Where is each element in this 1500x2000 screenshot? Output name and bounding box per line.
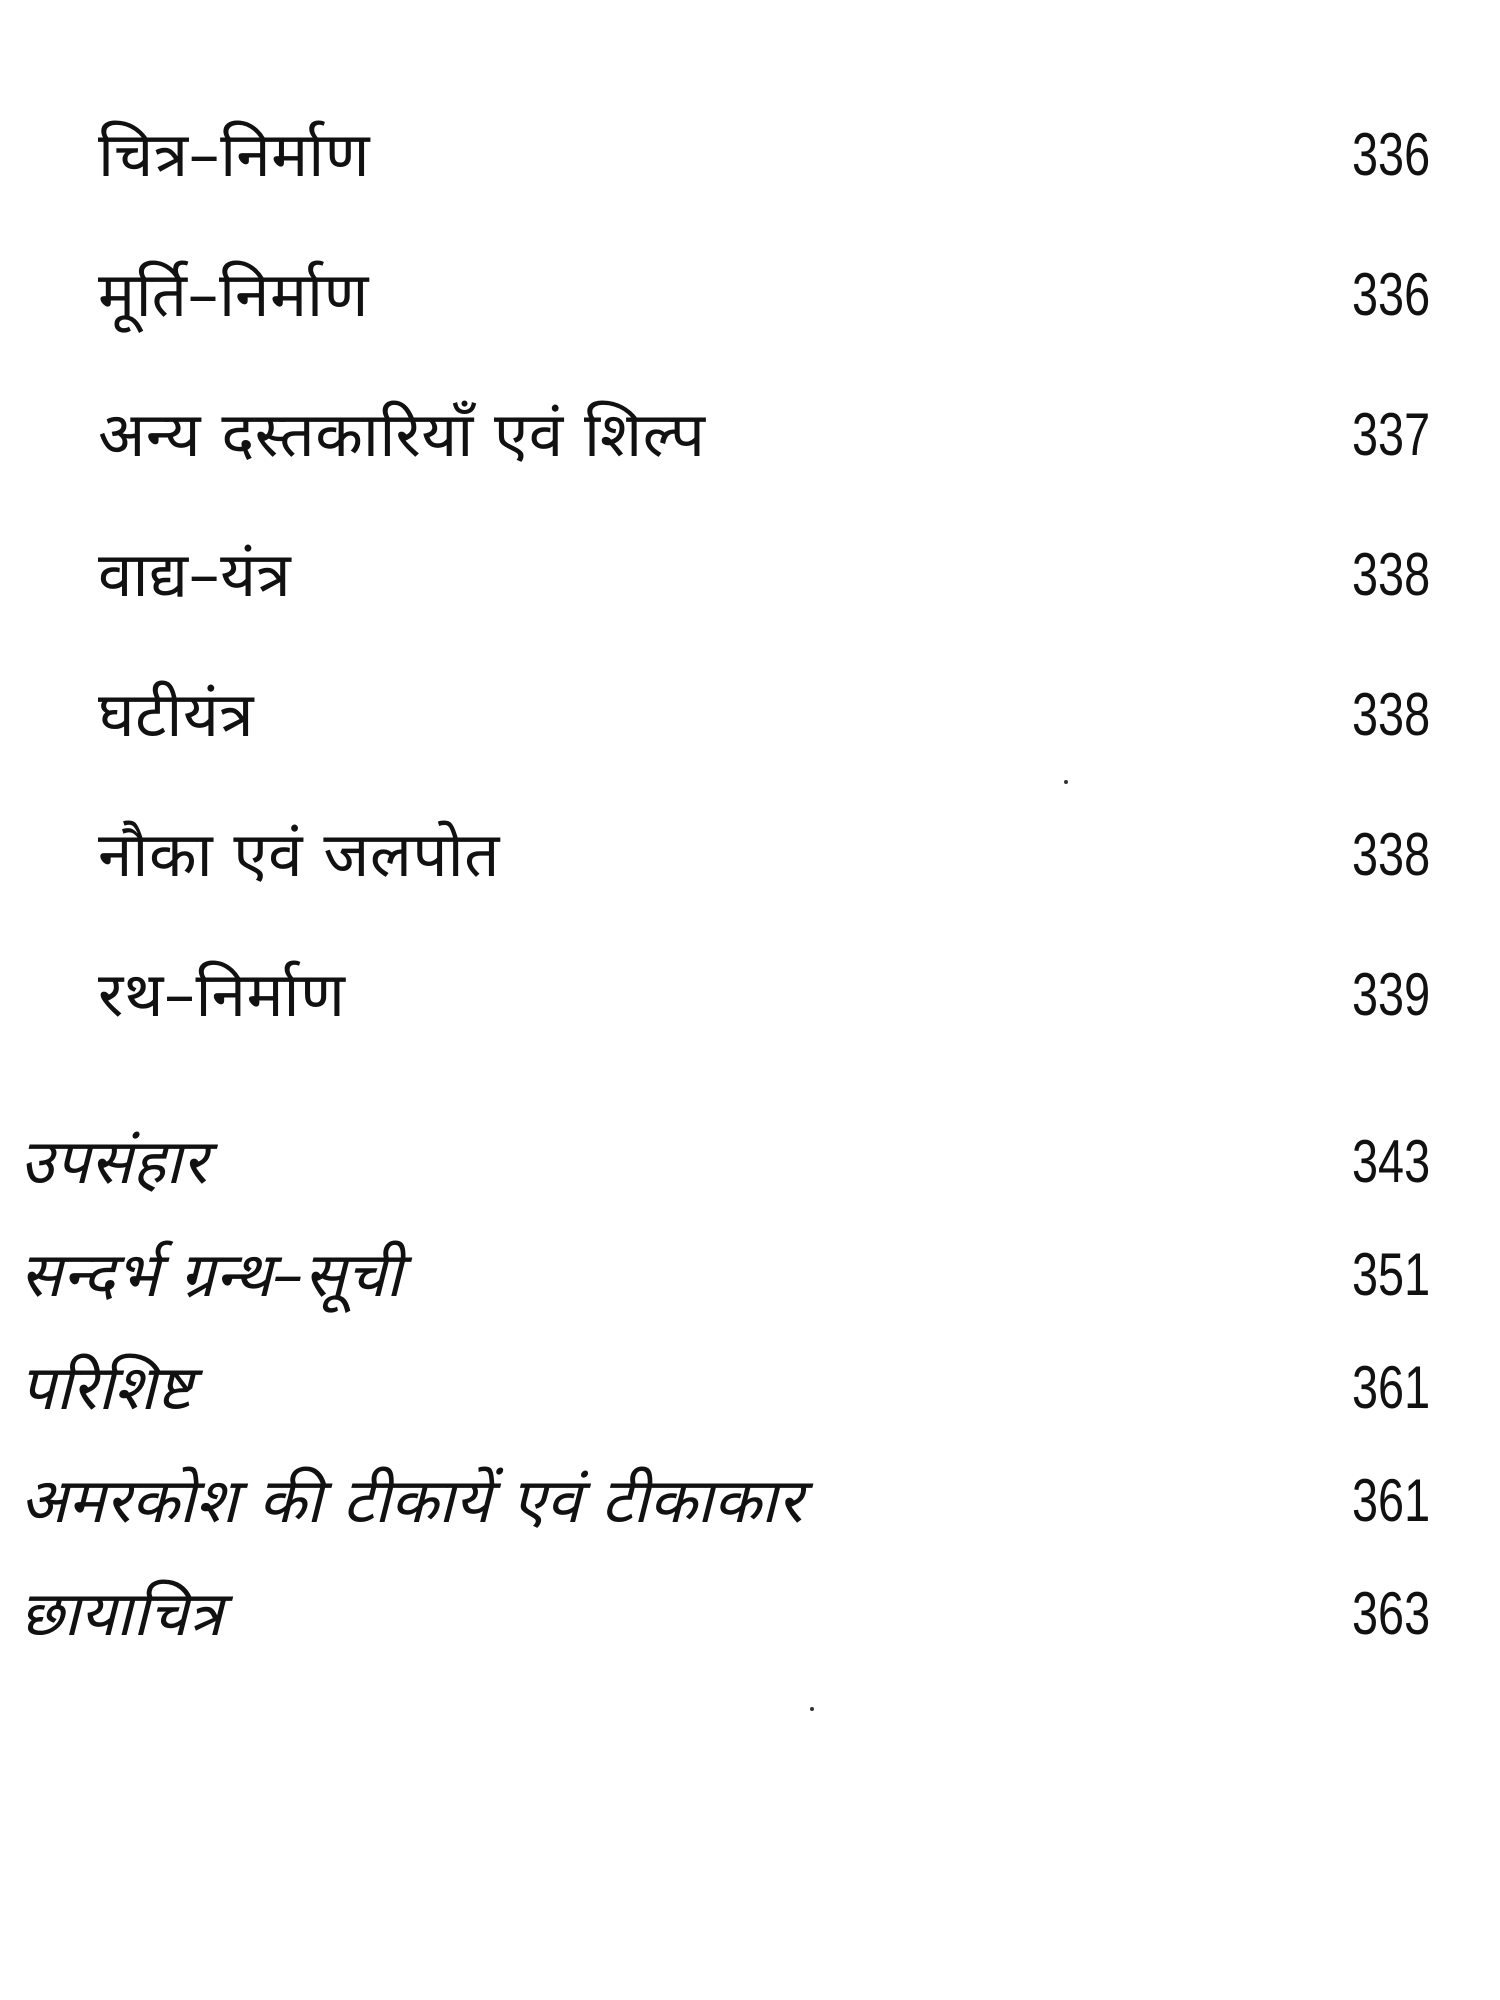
toc-entry [0, 660, 1500, 770]
toc-entry-page: 361 [1351, 1467, 1430, 1534]
toc-entry-title: अन्य दस्तकारियाँ एवं शिल्प [98, 398, 706, 471]
toc-entry [0, 380, 1500, 490]
toc-entry-page: 338 [1351, 821, 1430, 888]
toc-entry-page: 336 [1351, 121, 1430, 188]
toc-entry-title: उपसंहार [20, 1125, 208, 1198]
toc-entry [0, 100, 1500, 210]
toc-entry-title: सन्दर्भ ग्रन्थ–सूची [20, 1238, 403, 1311]
toc-entry-title: घटीयंत्र [98, 678, 255, 751]
toc-entry [0, 1446, 1500, 1556]
toc-entry-title: चित्र–निर्माण [98, 118, 371, 191]
toc-entry [0, 1559, 1500, 1669]
toc-entry-page: 361 [1351, 1354, 1430, 1421]
toc-entry-title: नौका एवं जलपोत [98, 818, 500, 891]
toc-entry-title: वाद्य–यंत्र [98, 538, 292, 611]
toc-entry-title: मूर्ति–निर्माण [98, 258, 369, 331]
toc-entry-page: 338 [1351, 541, 1430, 608]
toc-entry [0, 240, 1500, 350]
toc-entry [0, 800, 1500, 910]
toc-entry [0, 1333, 1500, 1443]
toc-entry [0, 520, 1500, 630]
toc-entry-page: 338 [1351, 681, 1430, 748]
toc-entry [0, 1107, 1500, 1217]
toc-entry-title: रथ–निर्माण [98, 958, 346, 1031]
print-speck [810, 1707, 814, 1711]
toc-entry-page: 363 [1351, 1580, 1430, 1647]
toc-entry-page: 339 [1351, 961, 1430, 1028]
toc-entry-title: अमरकोश की टीकायें एवं टीकाकार [20, 1464, 804, 1537]
toc-entry [0, 940, 1500, 1050]
toc-entry-page: 351 [1351, 1241, 1430, 1308]
print-speck [1064, 780, 1068, 784]
toc-entry-page: 337 [1351, 401, 1430, 468]
toc-entry-title: परिशिष्ट [20, 1351, 194, 1424]
toc-entry-title: छायाचित्र [20, 1577, 224, 1650]
toc-entry-page: 336 [1351, 261, 1430, 328]
toc-entry-page: 343 [1351, 1128, 1430, 1195]
toc-entry [0, 1220, 1500, 1330]
